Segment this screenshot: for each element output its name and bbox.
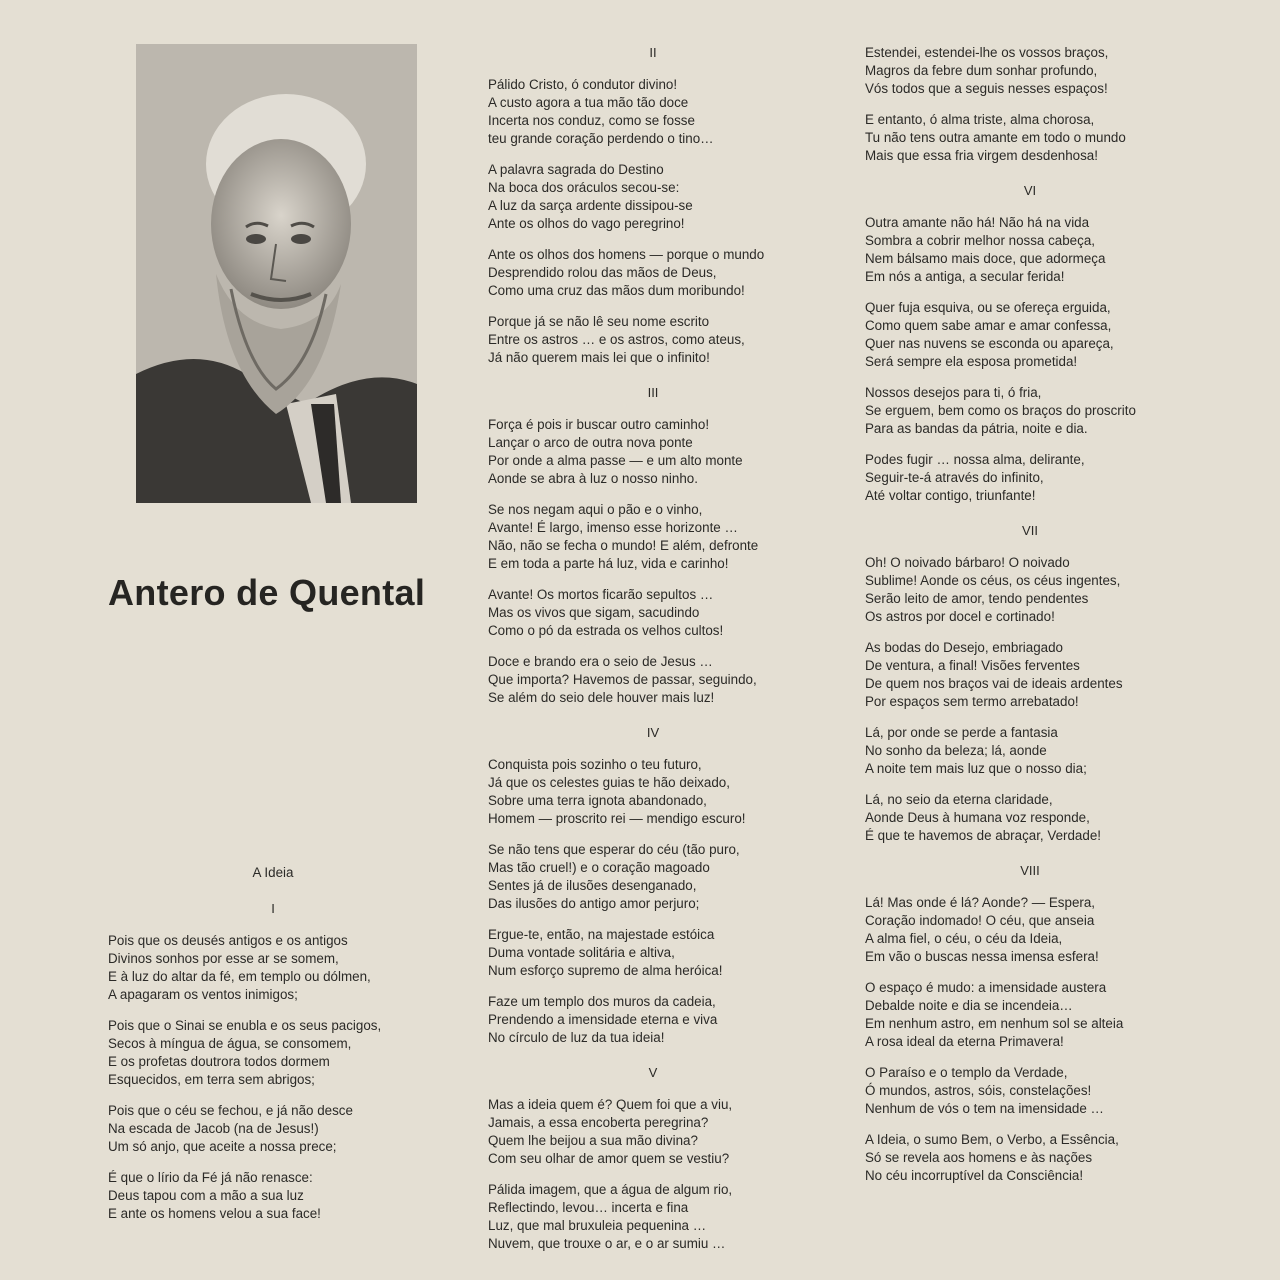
author-portrait [136,44,417,503]
stanza: Lá! Mas onde é lá? Aonde? — Espera, Coração indomado! O céu, que anseia A alma fiel, o céu, o céu da Ideia, Em vão o buscas nessa imensa esfera! [865,895,1099,964]
stanza: Lá, no seio da eterna claridade, Aonde Deus à humana voz responde, É que te havemos de abraçar, Verdade! [865,792,1101,843]
stanza: Pois que os deusés antigos e os antigos Divinos sonhos por esse ar se somem, E à luz do altar da fé, em templo ou dólmen, A apagaram os ventos inimigos; [108,933,371,1002]
author-name: Antero de Quental [108,572,426,613]
stanza: Faze um templo dos muros da cadeia, Prendendo a imensidade eterna e viva No círculo de luz da tua ideia! [488,994,718,1045]
poem-column-1 [108,864,438,1236]
stanza: É que o lírio da Fé já não renasce: Deus tapou com a mão a sua luz E ante os homens velou a sua face! [108,1170,321,1221]
section-numeral: V [648,1065,658,1080]
stanza: Avante! Os mortos ficarão sepultos … Mas os vivos que sigam, sacudindo Como o pó da estrada os velhos cultos! [488,587,724,638]
stanza: Pálida imagem, que a água de algum rio, Reflectindo, levou… incerta e fina Luz, que mal bruxuleia pequenina … Nuvem, que trouxe o ar, e o ar sumiu … [488,1182,733,1251]
stanza: Lá, por onde se perde a fantasia No sonho da beleza; lá, aonde A noite tem mais luz que o nosso dia; [865,725,1087,776]
stanza: Pálido Cristo, ó condutor divino! A custo agora a tua mão tão doce Incerta nos conduz, como se fosse teu grande coração perdendo o tino… [488,77,714,146]
stanza: Pois que o Sinai se enubla e os seus pacigos, Secos à míngua de água, se consomem, E os profetas doutrora todos dormem Esquecidos, em terra sem abrigos; [108,1018,382,1087]
section-numeral: VII [1022,523,1038,538]
section-numeral: III [647,385,659,400]
stanza: Se nos negam aqui o pão e o vinho, Avante! É largo, imenso esse horizonte … Não, não se fecha o mundo! E além, defronte E em toda a parte há luz, vida e carinho! [488,502,759,571]
stanza: O Paraíso e o templo da Verdade, Ó mundos, astros, sóis, constelações! Nenhum de vós o tem na imensidade … [865,1065,1104,1116]
stanza: Estendei, estendei-lhe os vossos braços, Magros da febre dum sonhar profundo, Vós todos que a seguis nesses espaços! [865,45,1109,96]
section-numeral: I [271,901,275,916]
section-numeral: IV [646,725,660,740]
stanza: Mas a ideia quem é? Quem foi que a viu, Jamais, a essa encoberta peregrina? Quem lhe beijou a sua mão divina? Com seu olhar de amor quem se vestiu? [488,1097,733,1166]
stanza: A palavra sagrada do Destino Na boca dos oráculos secou-se: A luz da sarça ardente dissipou-se Ante os olhos do vago peregrino! [488,162,693,231]
section-numeral: VI [1023,183,1037,198]
stanza: Outra amante não há! Não há na vida Sombra a cobrir melhor nossa cabeça, Nem bálsamo mais doce, que adormeça Em nós a antiga, a secular ferida! [865,215,1106,284]
stanza: E entanto, ó alma triste, alma chorosa, Tu não tens outra amante em todo o mundo Mais que essa fria virgem desdenhosa! [865,112,1126,163]
poem-title: A Ideia [252,865,294,880]
stanza: Ante os olhos dos homens — porque o mundo Desprendido rolou das mãos de Deus, Como uma cruz das mãos dum moribundo! [488,247,765,298]
poem-column-2 [488,44,818,1266]
stanza: Podes fugir … nossa alma, delirante, Seguir-te-á através do infinito, Até voltar contigo, triunfante! [865,452,1085,503]
stanza: Se não tens que esperar do céu (tão puro, Mas tão cruel!) e o coração magoado Sentes já de ilusões desenganado, Das ilusões do antigo amor perjuro; [488,842,740,911]
stanza: Ergue-te, então, na majestade estóica Duma vontade solitária e altiva, Num esforço supremo de alma heróica! [488,927,723,978]
stanza: Porque já se não lê seu nome escrito Entre os astros … e os astros, como ateus, Já não querem mais lei que o infinito! [488,314,745,365]
stanza: Doce e brando era o seio de Jesus … Que importa? Havemos de passar, seguindo, Se além do seio dele houver mais luz! [488,654,757,705]
poem-column-3 [865,44,1195,1198]
portrait-image [136,44,417,503]
stanza: Conquista pois sozinho o teu futuro, Já que os celestes guias te hão deixado, Sobre uma terra ignota abandonado, Homem — proscrito rei — mendigo escuro! [488,757,746,826]
stanza: A Ideia, o sumo Bem, o Verbo, a Essência, Só se revela aos homens e às nações No céu incorruptível da Consciência! [865,1132,1119,1183]
stanza: Pois que o céu se fechou, e já não desce Na escada de Jacob (na de Jesus!) Um só anjo, que aceite a nossa prece; [108,1103,353,1154]
section-numeral: II [649,45,657,60]
stanza: Oh! O noivado bárbaro! O noivado Sublime! Aonde os céus, os céus ingentes, Serão leito de amor, tendo pendentes Os astros por docel e cortinado! [865,555,1121,624]
section-numeral: VIII [1020,863,1040,878]
stanza: O espaço é mudo: a imensidade austera Debalde noite e dia se incendeia… Em nenhum astro, em nenhum sol se alteia A rosa ideal da eterna Primavera! [865,980,1124,1049]
stanza: As bodas do Desejo, embriagado De ventura, a final! Visões ferventes De quem nos braços vai de ideais ardentes Por espaços sem termo arrebatado! [865,640,1123,709]
stanza: Nossos desejos para ti, ó fria, Se erguem, bem como os braços do proscrito Para as bandas da pátria, noite e dia. [865,385,1136,436]
stanza: Força é pois ir buscar outro caminho! Lançar o arco de outra nova ponte Por onde a alma passe — e um alto monte Aonde se abra à luz o nosso ninho. [488,417,743,486]
stanza: Quer fuja esquiva, ou se ofereça erguida, Como quem sabe amar e amar confessa, Quer nas nuvens se esconda ou apareça, Será sempre ela esposa prometida! [865,300,1114,369]
